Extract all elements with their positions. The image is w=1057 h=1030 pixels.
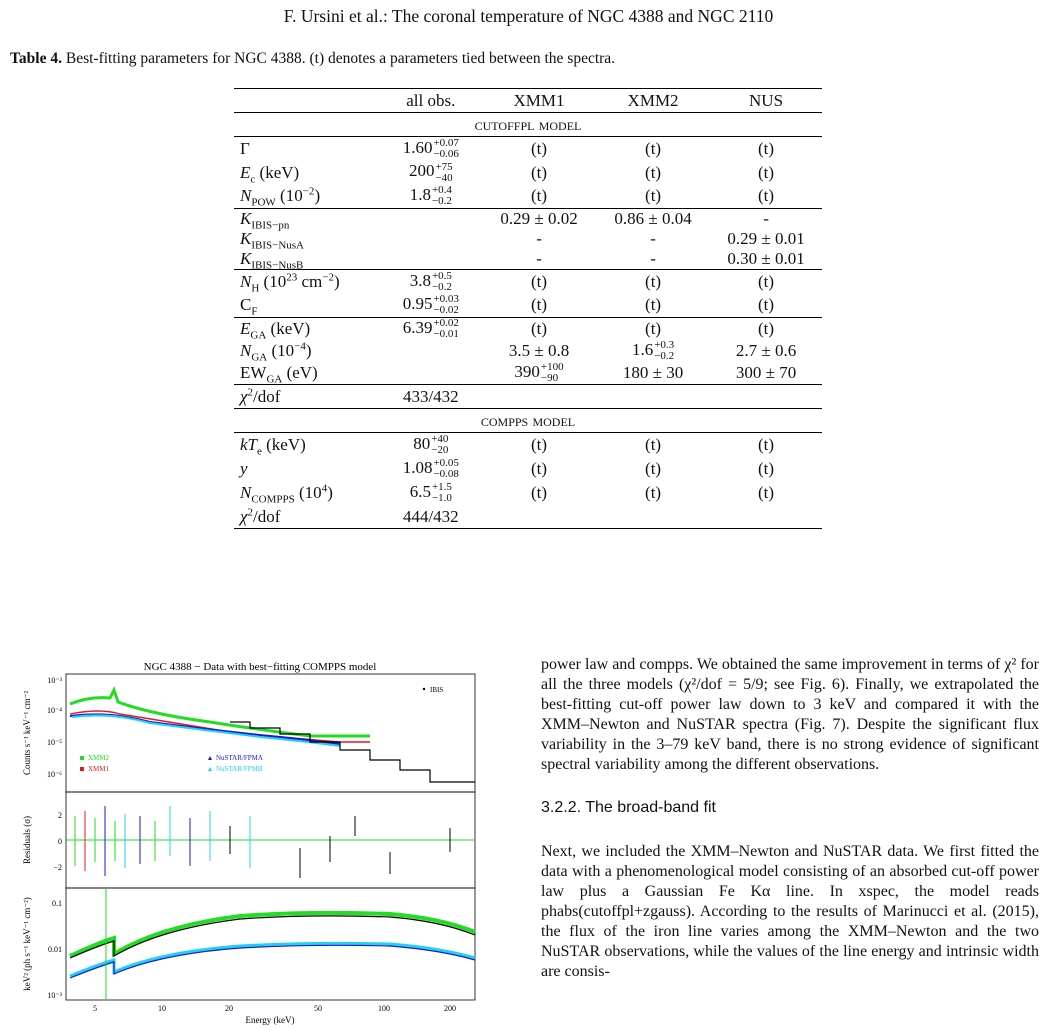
subsection-heading: 3.2.2. The broad-band fit: [541, 799, 716, 816]
tied-cell: (t): [645, 162, 662, 182]
xtick: 5: [93, 1004, 97, 1013]
tied-cell: (t): [710, 270, 822, 294]
row-label-ew: $EW_{GA}$ (eV): [240, 363, 318, 386]
tied-cell: (t): [482, 270, 596, 294]
table-caption-text: Best-fitting parameters for NGC 4388. (t) denotes a parameters tied between the spectra.: [65, 50, 616, 67]
dash-cell: -: [650, 229, 656, 248]
value-ec: 200 +75 −40: [408, 160, 453, 184]
dash-cell: -: [536, 249, 542, 268]
value-k-nusb: 0.30 ± 0.01: [727, 249, 805, 268]
value-ncompps: 6.5 +1.5 −1.0: [409, 480, 452, 504]
legend-xmm1: XMM1: [88, 765, 110, 773]
value-ega: 6.39 +0.02 −0.01: [380, 318, 482, 341]
dash-cell: -: [650, 249, 656, 268]
tied-cell: (t): [710, 137, 822, 161]
value-nh: 3.8 +0.5 −0.2: [380, 270, 482, 294]
parameters-table: [234, 88, 822, 529]
ytick-bottom: 0.01: [48, 945, 62, 954]
xlabel: Energy (keV): [245, 1015, 295, 1025]
tied-cell: (t): [596, 433, 710, 457]
table-row-k-pn: [234, 209, 822, 230]
row-label-kte: $kT_e$ (keV): [234, 433, 380, 457]
ytick-bottom: 10⁻³: [47, 991, 62, 1000]
tied-cell: (t): [596, 137, 710, 161]
value-ew-nus: 300 ± 70: [735, 363, 797, 383]
table-row-chi2-compps: [234, 505, 822, 529]
tied-cell: (t): [531, 295, 548, 315]
ytick-bottom: 0.1: [52, 899, 62, 908]
legend-xmm2: XMM2: [88, 754, 110, 762]
row-label-nh: $N_H$ ($10^{23}$ $cm^{-2}$): [234, 270, 380, 294]
value-k-pn-xmm1: 0.29 ± 0.02: [482, 209, 596, 230]
row-label-gamma: Γ: [234, 137, 380, 161]
ylabel-mid: Residuals (σ): [22, 815, 32, 865]
value-ew-xmm2: 180 ± 30: [622, 363, 684, 383]
tied-cell: (t): [531, 482, 548, 502]
spectrum-figure: [10, 656, 480, 1026]
row-label-ncompps: $N_{COMPPS}$ $(10^4)$: [240, 482, 333, 506]
row-label-nga: $N_{GA}$ $(10^{-4})$: [240, 340, 312, 364]
value-gamma: 1.60 +0.07 −0.06: [380, 137, 482, 161]
value-nga-xmm2: 1.6 +0.3 −0.2: [631, 339, 675, 363]
row-label-npow: $N_{POW}$ $(10^{-2})$: [240, 185, 321, 209]
tied-cell: (t): [596, 318, 710, 341]
tied-cell: (t): [758, 162, 775, 182]
residual-errorbars: [75, 806, 450, 878]
ytick-mid: 0: [58, 837, 62, 846]
tied-cell: (t): [758, 295, 775, 315]
ytick-top: 10⁻⁵: [46, 738, 62, 747]
table-row-ega: [234, 318, 822, 341]
table-caption-label: Table 4.: [10, 50, 62, 67]
col-header-xmm2: XMM2: [596, 89, 710, 113]
xtick: 100: [378, 1004, 390, 1013]
ytick-top: 10⁻⁴: [46, 706, 62, 715]
col-header-all-obs: all obs.: [380, 89, 482, 113]
value-chi2-cutoff: 433/432: [380, 385, 482, 409]
tied-cell: (t): [645, 482, 662, 502]
tied-cell: (t): [710, 318, 822, 341]
row-label-k-nusa: $K_{IBIS-NusA}$: [240, 229, 304, 252]
col-header-xmm1: XMM1: [482, 89, 596, 113]
row-label-k-pn: $K_{IBIS-pn}$: [234, 209, 380, 230]
series-fpma-model: [70, 945, 475, 978]
col-header-nus: NUS: [710, 89, 822, 113]
paragraph-1: power law and compps. We obtained the same improvement in terms of χ² for all the three models (χ²/dof = 5/9; see Fig. 6). Finally, we extrapolated the best-fitting cut-off power law down to 3 keV and compared it with the XMM–Newton and NuSTAR spectra (Fig. 7). Despite the significant flux variability in the 3–79 keV band, there is no strong evidence of significant spectral variability among the different observations.: [541, 656, 1039, 773]
value-y: 1.08 +0.05 −0.08: [402, 456, 459, 480]
row-label-ega: $E_{GA}$ (keV): [234, 318, 380, 341]
legend-swatch-ibis: [423, 688, 425, 690]
table-row-nh: [234, 270, 822, 294]
tied-cell: (t): [596, 270, 710, 294]
tied-cell: (t): [645, 186, 662, 206]
tied-cell: (t): [645, 295, 662, 315]
panel-top: [66, 674, 475, 792]
ytick-top: 10⁻⁶: [46, 770, 62, 779]
table-row-gamma: [234, 137, 822, 161]
legend-swatch-xmm1: [80, 767, 84, 771]
section-row-compps: [234, 409, 822, 433]
xtick: 50: [314, 1004, 322, 1013]
legend-swatch-xmm2: [80, 756, 84, 760]
tied-cell: (t): [758, 482, 775, 502]
ytick-mid: 2: [58, 811, 62, 820]
legend-fpmb: NuSTAR/FPMB: [216, 765, 263, 773]
legend-fpma: NuSTAR/FPMA: [216, 754, 263, 762]
value-nga-nus: 2.7 ± 0.6: [735, 341, 797, 361]
value-cf: 0.95 +0.03 −0.02: [402, 293, 459, 317]
tied-cell: (t): [531, 458, 548, 478]
table-header-row: [234, 89, 822, 113]
row-label-k-nusb: $K_{IBIS-NusB}$: [240, 249, 304, 272]
table-row-y: [234, 457, 822, 481]
tied-cell: (t): [710, 433, 822, 457]
col-header-param: [234, 89, 380, 113]
tied-cell: (t): [482, 318, 596, 341]
table-row-k-nusa: [234, 229, 822, 249]
row-label-y: y: [240, 458, 248, 478]
value-k-pn-xmm2: 0.86 ± 0.04: [596, 209, 710, 230]
paragraph-2: Next, we included the XMM–Newton and NuSTAR data. We first fitted the data with a phenomenological model consisting of an absorbed cut-off power law plus a Gaussian Fe Kα line. In xspec, the model reads phabs(cutoffpl+zgauss). According to the results of Marinucci et al. (2015), the flux of the iron line varies among the XMM–Newton and the two NuSTAR observations, while the values of the line energy and intrinsic width are consis-: [541, 843, 1039, 980]
figure-title: NGC 4388 − Data with best−fitting COMPPS model: [143, 661, 377, 673]
legend-ibis: IBIS: [430, 686, 444, 694]
running-header: F. Ursini et al.: The coronal temperature of NGC 4388 and NGC 2110: [283, 6, 774, 26]
row-label-chi2: $\chi^2$/dof: [234, 505, 380, 529]
section-row-cutoffpl: [234, 113, 822, 137]
value-ew-xmm1: 390 +100 −90: [514, 361, 564, 385]
xtick: 20: [225, 1004, 233, 1013]
table-row-k-nusb: [234, 249, 822, 270]
ylabel-top: Counts s⁻¹ keV⁻¹ cm⁻²: [22, 690, 32, 776]
value-nga-xmm1: 3.5 ± 0.8: [508, 341, 570, 361]
value-k-nusa: 0.29 ± 0.01: [727, 229, 805, 248]
tied-cell: (t): [645, 458, 662, 478]
legend-swatch-fpma: [208, 756, 212, 760]
tied-cell: (t): [482, 433, 596, 457]
tied-cell: (t): [531, 162, 548, 182]
table-row-ncompps: [234, 481, 822, 505]
table-caption: [10, 50, 615, 68]
row-label-cf: $C_F$: [240, 295, 258, 318]
section-title-compps: compps model: [234, 409, 822, 433]
table-row-chi2-cutoff: [234, 385, 822, 409]
dash-cell: -: [536, 229, 542, 248]
ytick-mid: −2: [53, 863, 62, 872]
section-title-cutoffpl: cutoffpl model: [234, 113, 822, 137]
value-chi2-compps: 444/432: [380, 505, 482, 529]
row-label-chi2: $\chi^2$/dof: [234, 385, 380, 409]
tied-cell: (t): [531, 186, 548, 206]
dash-cell: -: [710, 209, 822, 230]
value-kte: 80 +40 −20: [380, 433, 482, 457]
value-npow: 1.8 +0.4 −0.2: [409, 184, 452, 208]
legend-swatch-fpmb: [208, 767, 212, 771]
row-label-ec: $E_c$ (keV): [240, 162, 300, 185]
tied-cell: (t): [758, 186, 775, 206]
table-row-npow: [234, 185, 822, 209]
series-ibis-model: [70, 916, 475, 958]
table-row-ec: [234, 161, 822, 185]
xtick: 10: [158, 1004, 166, 1013]
table-row-nga: [234, 340, 822, 362]
ylabel-bottom: keV² (ph s⁻¹ keV⁻¹ cm⁻²): [22, 897, 32, 991]
xtick: 200: [444, 1004, 456, 1013]
ytick-top: 10⁻³: [47, 676, 62, 685]
tied-cell: (t): [758, 458, 775, 478]
table-row-cf: [234, 294, 822, 318]
table-row-ew: [234, 362, 822, 385]
table-row-kte: [234, 433, 822, 457]
tied-cell: (t): [482, 137, 596, 161]
